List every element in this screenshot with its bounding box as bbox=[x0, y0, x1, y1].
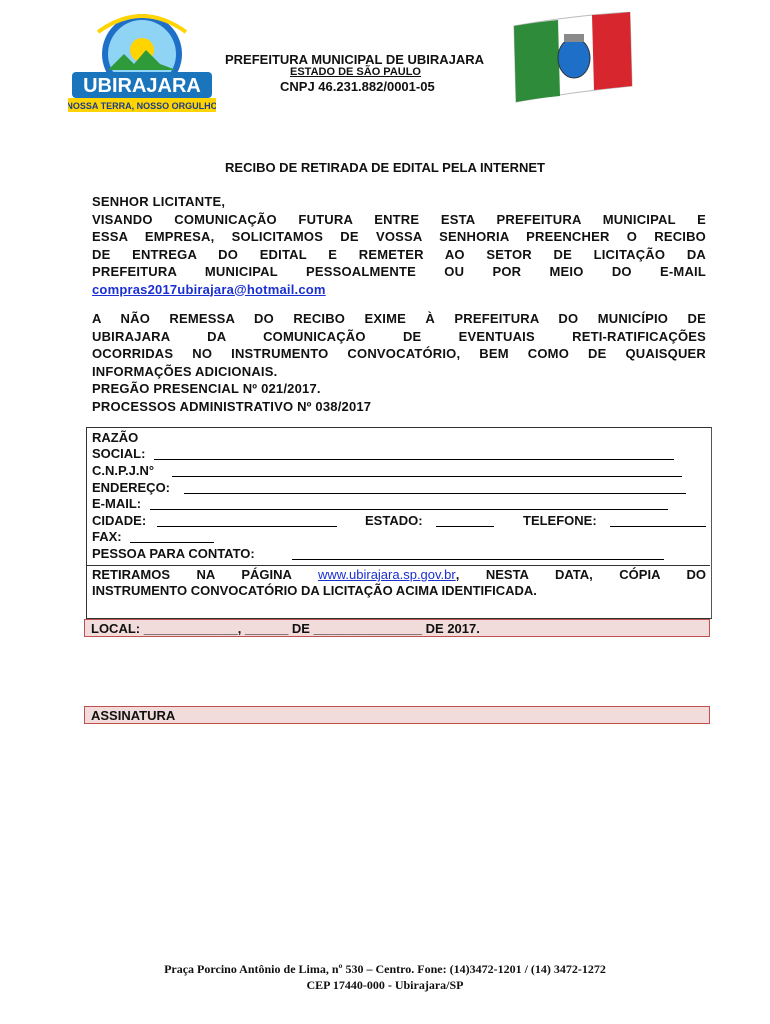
retiramos-text bbox=[92, 567, 706, 599]
telefone-label: TELEFONE: bbox=[523, 513, 597, 528]
contato-field[interactable] bbox=[292, 559, 664, 560]
estado-field[interactable] bbox=[436, 526, 494, 527]
notice-line: INFORMAÇÕES ADICIONAIS. bbox=[92, 363, 278, 379]
social-field[interactable] bbox=[154, 459, 674, 460]
cnpj-label: C.N.P.J.N° bbox=[92, 463, 155, 478]
estado-label: ESTADO: bbox=[365, 513, 423, 528]
paragraph-intro bbox=[92, 193, 706, 298]
intro-line: VISANDO COMUNICAÇÃO FUTURA ENTRE ESTA PREFEITURA MUNICIPAL E bbox=[92, 211, 706, 227]
paragraph-notice bbox=[92, 310, 706, 415]
local-date-field[interactable]: LOCAL: _____________, ______ DE _______________ DE 2017. bbox=[84, 619, 710, 637]
social-label: SOCIAL: bbox=[92, 446, 146, 461]
fax-field[interactable] bbox=[130, 542, 214, 543]
footer-address: Praça Porcino Antônio de Lima, nº 530 – Centro. Fone: (14)3472-1201 / (14) 3472-1272 bbox=[164, 962, 606, 976]
notice-line: A NÃO REMESSA DO RECIBO EXIME À PREFEITURA DO MUNICÍPIO DE bbox=[92, 311, 706, 326]
logo-slogan: NOSSA TERRA, NOSSO ORGULHO bbox=[68, 101, 216, 111]
fax-label: FAX: bbox=[92, 529, 122, 544]
cidade-label: CIDADE: bbox=[92, 513, 147, 528]
endereco-label: ENDEREÇO: bbox=[92, 480, 171, 495]
logo-text: UBIRAJARA bbox=[83, 75, 201, 97]
footer-cep: CEP 17440-000 - Ubirajara/SP bbox=[306, 978, 464, 992]
telefone-field[interactable] bbox=[610, 526, 706, 527]
website-link[interactable]: www.ubirajara.sp.gov.br bbox=[317, 567, 456, 582]
pregao-line: PREGÃO PRESENCIAL Nº 021/2017. bbox=[92, 381, 321, 396]
notice-line: UBIRAJARA DA COMUNICAÇÃO DE EVENTUAIS RETI-RATIFICAÇÕES bbox=[92, 328, 706, 344]
retiramos-after: , NESTA DATA, CÓPIA DO bbox=[455, 567, 706, 582]
intro-line: PREFEITURA MUNICIPAL PESSOALMENTE OU POR MEIO DO E-MAIL bbox=[92, 264, 706, 279]
retiramos-before: RETIRAMOS NA PÁGINA bbox=[92, 567, 292, 582]
signature-field[interactable]: ASSINATURA bbox=[84, 706, 710, 724]
endereco-field[interactable] bbox=[184, 493, 686, 494]
cidade-field[interactable] bbox=[157, 526, 337, 527]
intro-line: DE ENTREGA DO EDITAL E REMETER AO SETOR DE LICITAÇÃO DA bbox=[92, 246, 706, 262]
razao-label: RAZÃO bbox=[92, 430, 139, 445]
retiramos-line2: INSTRUMENTO CONVOCATÓRIO DA LICITAÇÃO ACIMA IDENTIFICADA. bbox=[92, 583, 537, 598]
header-cnpj: CNPJ 46.231.882/0001-05 bbox=[280, 79, 435, 94]
retiramos-line1 bbox=[92, 567, 706, 583]
email-label: E-MAIL: bbox=[92, 496, 142, 511]
email-field[interactable] bbox=[150, 509, 668, 510]
notice-line: OCORRIDAS NO INSTRUMENTO CONVOCATÓRIO, BEM COMO DE QUAISQUER bbox=[92, 346, 706, 361]
email-link[interactable]: compras2017ubirajara@hotmail.com bbox=[92, 281, 326, 297]
processo-line: PROCESSOS ADMINISTRATIVO Nº 038/2017 bbox=[92, 398, 372, 414]
intro-line: SENHOR LICITANTE, bbox=[92, 194, 226, 209]
intro-line: ESSA EMPRESA, SOLICITAMOS DE VOSSA SENHORIA PREENCHER O RECIBO bbox=[92, 229, 706, 244]
cnpj-field[interactable] bbox=[172, 476, 682, 477]
form-divider bbox=[86, 565, 710, 566]
municipal-logo bbox=[68, 10, 216, 114]
header-estado: ESTADO DE SÃO PAULO bbox=[290, 66, 421, 78]
document-title: RECIBO DE RETIRADA DE EDITAL PELA INTERNET bbox=[225, 160, 545, 175]
contato-label: PESSOA PARA CONTATO: bbox=[92, 546, 255, 561]
municipal-flag bbox=[508, 12, 636, 108]
header-prefeitura: PREFEITURA MUNICIPAL DE UBIRAJARA bbox=[225, 52, 485, 67]
